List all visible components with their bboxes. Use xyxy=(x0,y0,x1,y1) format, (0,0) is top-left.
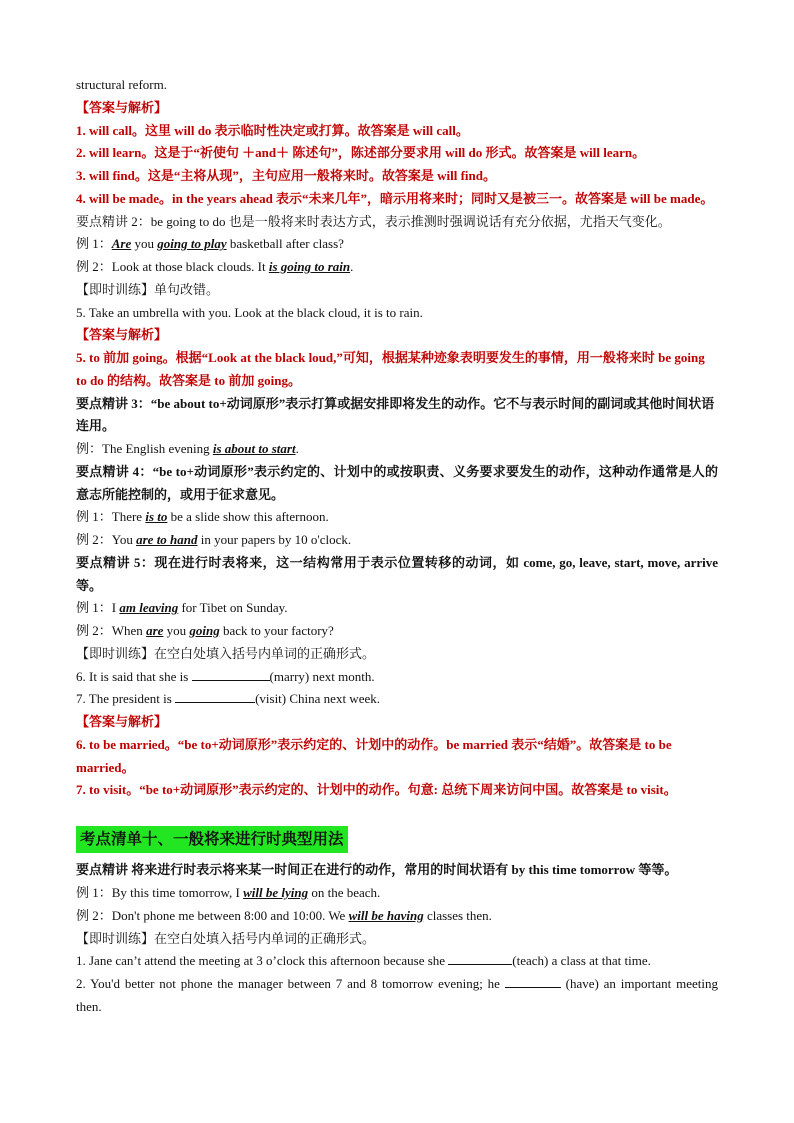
point-future-continuous-text: 要点精讲 将来进行时表示将来某一时间正在进行的动作，常用的时间状语有 by this time tomorrow 等等。 xyxy=(76,862,678,878)
example-text: Look at those black clouds. It xyxy=(111,259,269,274)
example-line xyxy=(76,620,718,643)
answer-blank[interactable] xyxy=(505,975,561,988)
question-text: (marry) next month. xyxy=(269,668,375,684)
example-prefix: 例 2： xyxy=(76,623,112,638)
example-text: for Tibet on Sunday. xyxy=(178,600,288,616)
example-text: classes then. xyxy=(423,907,492,923)
example-line xyxy=(76,905,718,928)
answer-header: 【答案与解析】 xyxy=(76,99,168,115)
example-emphasis: is going to rain xyxy=(268,259,351,274)
answer-line: 3. will find。这是“主将从现”，主句应用一般将来时。故答案是 will find。 xyxy=(76,168,496,183)
answer-blank[interactable] xyxy=(175,690,255,703)
example-line xyxy=(76,438,718,461)
question-text: (teach) a class at that time. xyxy=(512,953,651,969)
example-line xyxy=(76,529,718,552)
answer-line: 2. will learn。这是于“祈使句 ＋and＋ 陈述句”，陈述部分要求用 will do 形式。故答案是 will learn。 xyxy=(76,145,646,161)
example-text: you xyxy=(131,236,158,252)
answer-line: 1. will call。这里 will do 表示临时性决定或打算。故答案是 will call。 xyxy=(76,122,469,138)
example-line xyxy=(76,506,718,529)
example-emphasis: going to play xyxy=(157,236,227,252)
practice-question xyxy=(76,950,718,973)
question-text: 6. It is said that she is xyxy=(76,668,192,684)
example-prefix: 例 1： xyxy=(76,885,112,900)
question-text: 1. Jane can’t attend the meeting at 3 o’clock this afternoon because she xyxy=(76,953,449,969)
example-emphasis: are to hand xyxy=(136,532,198,547)
question-text: (visit) China next week. xyxy=(255,691,380,707)
example-line xyxy=(76,233,718,256)
practice-title: 【即时训练】在空白处填入括号内单词的正确形式。 xyxy=(76,930,376,946)
point-2-text: 要点精讲 2：be going to do 也是一般将来时表达方式，表示推测时强调说话有充分依据，尤指天气变化。 xyxy=(76,213,671,229)
example-text: be a slide show this afternoon. xyxy=(167,509,329,525)
example-text: You xyxy=(111,532,137,547)
question-text: 7. The president is xyxy=(76,691,176,707)
example-text: Don't phone me between 8:00 and 10:00. We xyxy=(111,907,349,923)
question-text: (have) an important meeting then. xyxy=(76,976,718,1014)
example-emphasis: going xyxy=(189,623,220,638)
example-text: in your papers by 10 o'clock. xyxy=(197,532,352,547)
practice-question xyxy=(76,973,718,1019)
answer-header: 【答案与解析】 xyxy=(76,714,168,729)
answer-line: 4. will be made。in the years ahead 表示“未来几年”，暗示用将来时；同时又是被三一。故答案是 will be made。 xyxy=(76,190,714,206)
section-heading-wrap xyxy=(76,826,718,853)
example-text: you xyxy=(163,623,190,638)
example-emphasis: is to xyxy=(145,509,168,525)
answer-line: 7. to visit。“be to+动词原形”表示约定的、计划中的动作。句意: 总统下周来访问中国。故答案是 to visit。 xyxy=(76,782,677,798)
example-emphasis: will be having xyxy=(348,907,424,923)
intro-tail: structural reform. xyxy=(76,77,167,92)
example-text: on the beach. xyxy=(308,885,381,900)
answer-line: 5. to 前加 going。根据“Look at the black loud,”可知，根据某种迹象表明要发生的事情，用一般将来时 be going to do 的结构。故答案是 to 前加 going。 xyxy=(76,350,705,388)
example-prefix: 例 1： xyxy=(76,509,112,525)
example-emphasis: am leaving xyxy=(119,600,179,616)
section-heading: 考点清单十、一般将来进行时典型用法 xyxy=(76,826,348,853)
answer-header: 【答案与解析】 xyxy=(76,327,168,343)
answer-line: 6. to be married。“be to+动词原形”表示约定的、计划中的动作。be married 表示“结婚”。故答案是 to be married。 xyxy=(76,736,672,775)
example-line xyxy=(76,256,718,279)
example-prefix: 例 1： xyxy=(76,236,112,252)
point-4-text: 要点精讲 4：“be to+动词原形”表示约定的、计划中的或按职责、义务要求要发生的动作，这种动作通常是人的意志所能控制的，或用于征求意见。 xyxy=(76,463,718,502)
practice-question: 5. Take an umbrella with you. Look at the black cloud, it is to rain. xyxy=(76,304,423,320)
example-text: . xyxy=(295,441,299,456)
example-text: By this time tomorrow, I xyxy=(111,885,244,900)
point-3-text: 要点精讲 3：“be about to+动词原形”表示打算或据安排即将发生的动作。它不与表示时间的副词或其他时间状语连用。 xyxy=(76,395,715,434)
practice-question xyxy=(76,666,718,689)
example-prefix: 例 1： xyxy=(76,600,112,616)
example-prefix: 例 2： xyxy=(76,532,112,547)
example-prefix: 例： xyxy=(76,441,103,456)
example-text: The English evening xyxy=(102,441,213,456)
example-text: There xyxy=(111,509,146,525)
example-line xyxy=(76,597,718,620)
example-prefix: 例 2： xyxy=(76,907,112,923)
practice-title: 【即时训练】单句改错。 xyxy=(76,281,220,297)
example-text: . xyxy=(350,259,354,274)
practice-title: 【即时训练】在空白处填入括号内单词的正确形式。 xyxy=(76,645,376,661)
example-emphasis: are xyxy=(146,623,164,638)
example-emphasis: Are xyxy=(111,236,132,252)
practice-question xyxy=(76,688,718,711)
question-text: 2. You'd better not phone the manager between 7 and 8 tomorrow evening; he xyxy=(76,976,505,991)
answer-blank[interactable] xyxy=(192,668,270,681)
document-page xyxy=(76,74,718,1019)
example-text: basketball after class? xyxy=(226,236,344,252)
example-line xyxy=(76,882,718,905)
answer-blank[interactable] xyxy=(448,952,512,965)
example-prefix: 例 2： xyxy=(76,259,112,274)
example-text: I xyxy=(111,600,120,616)
example-text: When xyxy=(111,623,147,638)
point-5-text: 要点精讲 5：现在进行时表将来，这一结构常用于表示位置转移的动词，如 come, go, leave, start, move, arrive 等。 xyxy=(76,554,718,593)
example-emphasis: will be lying xyxy=(243,885,309,900)
example-emphasis: is about to start xyxy=(212,441,296,456)
example-text: back to your factory? xyxy=(219,623,334,638)
